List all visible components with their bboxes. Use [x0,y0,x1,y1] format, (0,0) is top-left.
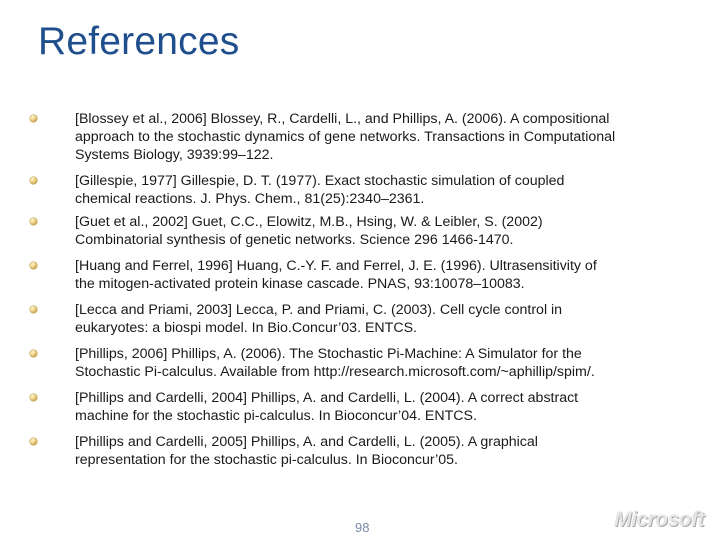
bullet-icon [30,115,37,122]
reference-line: Systems Biology, 3939:99–122. [75,147,274,163]
reference-line: [Blossey et al., 2006] Blossey, R., Cardelli, L., and Phillips, A. (2006). A compositional [75,111,610,127]
reference-line: [Lecca and Priami, 2003] Lecca, P. and Priami, C. (2003). Cell cycle control in [75,302,563,318]
reference-item [30,389,698,425]
bullet-icon [30,306,37,313]
bullet-icon [30,218,37,225]
bullet-icon [30,177,37,184]
reference-item [30,433,698,469]
reference-line: [Gillespie, 1977] Gillespie, D. T. (1977). Exact stochastic simulation of coupled [75,173,565,189]
reference-line: the mitogen-activated protein kinase cascade. PNAS, 93:10078–10083. [75,276,525,292]
reference-item [30,172,698,208]
reference-line: chemical reactions. J. Phys. Chem., 81(25):2340–2361. [75,191,425,207]
reference-item [30,301,698,337]
reference-line: [Guet et al., 2002] Guet, C.C., Elowitz, M.B., Hsing, W. & Leibler, S. (2002) [75,214,543,230]
reference-line: [Phillips and Cardelli, 2005] Phillips, A. and Cardelli, L. (2005). A graphical [75,434,538,450]
bullet-icon [30,438,37,445]
reference-line: representation for the stochastic pi-calculus. In Bioconcur’05. [75,452,459,468]
reference-line: [Phillips, 2006] Phillips, A. (2006). The Stochastic Pi-Machine: A Simulator for the [75,346,582,362]
reference-item [30,257,698,293]
reference-line: approach to the stochastic dynamics of gene networks. Transactions in Computational [75,129,616,145]
reference-item [30,110,698,164]
bullet-icon [30,350,37,357]
microsoft-logo: Microsoft [614,508,704,531]
bullet-icon [30,262,37,269]
reference-line: Stochastic Pi-calculus. Available from http://research.microsoft.com/~aphillip/spim/. [75,364,595,380]
reference-line: eukaryotes: a biospi model. In Bio.Concur’03. ENTCS. [75,320,417,336]
reference-line: [Phillips and Cardelli, 2004] Phillips, A. and Cardelli, L. (2004). A correct abstract [75,390,579,406]
reference-line: machine for the stochastic pi-calculus. In Bioconcur’04. ENTCS. [75,408,477,424]
bullet-icon [30,394,37,401]
reference-item [30,345,698,381]
reference-item [30,213,698,249]
reference-list [30,110,698,477]
page-number: 98 [355,520,370,535]
slide-title: References [38,20,240,63]
reference-line: Combinatorial synthesis of genetic networks. Science 296 1466-1470. [75,232,514,248]
reference-line: [Huang and Ferrel, 1996] Huang, C.-Y. F. and Ferrel, J. E. (1996). Ultrasensitivity of [75,258,597,274]
